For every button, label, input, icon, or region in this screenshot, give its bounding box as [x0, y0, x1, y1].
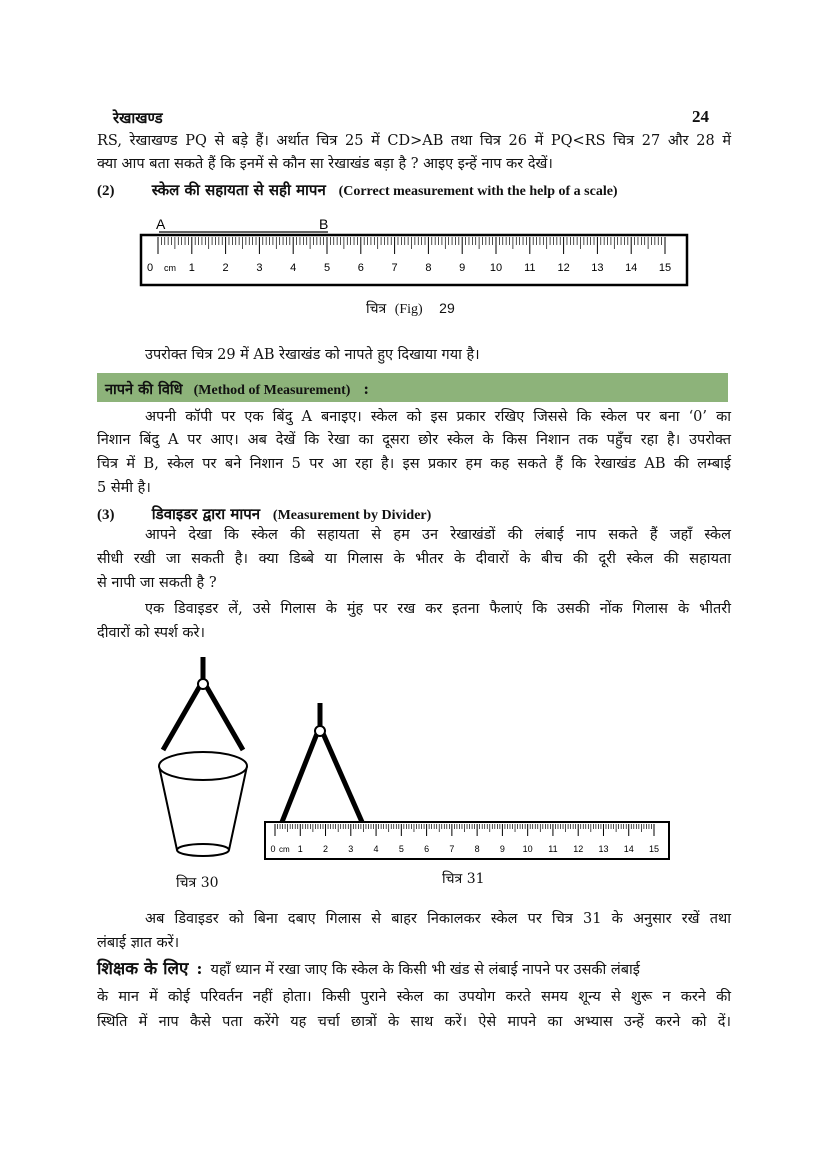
ruler-number: 14: [625, 262, 638, 274]
ruler-zero: 0: [146, 262, 154, 274]
divider-para-line: सीधी रखी जा सकती है। क्या डिब्बे या गिलास के भीतर के दीवारों के बीच की दूरी स्केल की सहायता: [97, 551, 731, 567]
ruler-number: 12: [557, 262, 570, 274]
section-number: (2): [97, 183, 115, 199]
fig29-description: उपरोक्त चित्र 29 में AB रेखाखंड को नापते हुए दिखाया गया है।: [145, 347, 480, 363]
figure-30-caption: चित्र 30: [176, 875, 219, 891]
glass-base: [177, 844, 229, 856]
figure-29-caption: [366, 299, 455, 318]
method-title-english: (Method of Measurement): [193, 383, 351, 398]
figure-31-caption: चित्र 31: [442, 871, 485, 887]
ruler-number: 2: [222, 262, 229, 274]
divider-para-line: आपने देखा कि स्केल की सहायता से हम उन रेखाखंडों की लंबाई नाप सकते हैं जहाँ स्केल: [145, 527, 731, 543]
point-b-label: B: [319, 216, 329, 232]
teacher-note-label: शिक्षक के लिए: [97, 959, 189, 979]
ruler-number: 4: [290, 262, 297, 274]
ruler-unit: cm: [279, 845, 290, 854]
section-title-hindi: स्केल की सहायता से सही मापन: [151, 181, 326, 199]
divider-right-leg: [205, 684, 243, 750]
ruler-number: 1: [188, 262, 195, 274]
running-header-title: रेखाखण्ड: [113, 109, 163, 127]
ruler-number: 10: [489, 262, 503, 274]
after-para-line: अब डिवाइडर को बिना दबाए गिलास से बाहर निकालकर स्केल पर चित्र 31 के अनुसार रखें तथा: [145, 911, 731, 927]
glass-mouth: [159, 752, 247, 780]
ruler-number: 3: [256, 262, 263, 274]
caption-number: 29: [439, 300, 455, 316]
teacher-note-first-line: [97, 956, 731, 979]
ruler-number: 8: [474, 844, 480, 854]
ruler-number: 8: [425, 262, 432, 274]
ruler-number: 14: [623, 844, 634, 854]
intro-line: क्या आप बता सकते हैं कि इनमें से कौन सा रेखाखंड बड़ा है ? आइए इन्हें नाप कर देखें।: [97, 156, 553, 172]
teacher-note-text: यहाँ ध्यान में रखा जाए कि स्केल के किसी भी खंड से लंबाई नापने पर उसकी लंबाई: [210, 962, 640, 978]
method-heading: [105, 379, 369, 399]
method-line: निशान बिंदु A पर आए। अब देखें कि रेखा का दूसरा छोर स्केल के किस निशान तक पहुँच रहा है। उपरोक्त: [97, 432, 731, 448]
ruler-number: 1: [297, 844, 303, 854]
section-title-english: (Correct measurement with the help of a scale): [338, 184, 618, 199]
page-number: 24: [692, 107, 709, 126]
teacher-note-line: के मान में कोई परिवर्तन नहीं होता। किसी पुराने स्केल का उपयोग करते समय शून्य से शुरू न करने की: [97, 989, 731, 1005]
ruler-unit: cm: [164, 263, 176, 273]
section-number: (3): [97, 507, 115, 523]
ruler-numbers: [298, 844, 659, 854]
ruler-number: 15: [648, 844, 660, 854]
point-a-label: A: [156, 216, 166, 232]
method-line: 5 सेमी है।: [97, 480, 151, 496]
divider-left-leg: [282, 731, 318, 822]
section-title-english: (Measurement by Divider): [272, 508, 432, 523]
ruler-number: 11: [524, 262, 536, 274]
method-colon: :: [363, 381, 369, 398]
method-line: अपनी कॉपी पर एक बिंदु A बनाइए। स्केल को इस प्रकार रखिए जिससे कि स्केल पर बना ‘0’ का: [145, 409, 731, 425]
ruler-numbers: [189, 262, 671, 274]
ruler-body: [141, 235, 687, 285]
ruler-number: 6: [357, 262, 364, 274]
ruler-number: 5: [323, 262, 331, 274]
caption-hindi: चित्र: [366, 301, 387, 317]
divider-para-line: दीवारों को स्पर्श करे।: [97, 625, 205, 641]
divider-para-line: से नापी जा सकती है ?: [97, 575, 217, 591]
ruler-number: 9: [499, 844, 505, 854]
after-para-line: लंबाई ज्ञात करें।: [97, 935, 180, 951]
divider-para-line: एक डिवाइडर लें, उसे गिलास के मुंह पर रख कर इतना फैलाएं कि उसकी नोंक गिलास के भीतरी: [145, 601, 731, 617]
intro-line: RS, रेखाखण्ड PQ से बड़े हैं। अर्थात चित्र 25 में CD>AB तथा चित्र 26 में PQ<RS चित्र 27 और 28 में: [97, 133, 731, 149]
ruler-number: 9: [459, 262, 466, 274]
ruler-number: 2: [323, 844, 329, 854]
figure-29-ruler: [138, 212, 692, 292]
divider-hinge: [315, 726, 325, 736]
divider-hinge: [198, 679, 208, 689]
section-3-heading: [97, 504, 431, 524]
ruler-number: 11: [548, 844, 558, 854]
ruler-number: 7: [449, 844, 455, 854]
method-title-hindi: नापने की विधि: [105, 381, 183, 398]
ruler-number: 15: [658, 262, 672, 274]
divider-right-leg: [322, 731, 362, 822]
teacher-note-colon: :: [196, 959, 203, 978]
ruler-number: 7: [391, 262, 398, 274]
teacher-note-line: स्थिति में नाप कैसे पता करेंगे यह चर्चा छात्रों के साथ करें। ऐसे मापने का अभ्यास उन्हें करने को दें।: [97, 1014, 731, 1030]
ruler-number: 13: [598, 844, 609, 854]
ruler-number: 3: [348, 844, 354, 854]
ruler-number: 12: [573, 844, 584, 854]
section-title-hindi: डिवाइडर द्वारा मापन: [151, 505, 261, 523]
figure-31-divider-on-ruler: [258, 700, 674, 863]
ruler-zero: 0: [270, 844, 276, 854]
method-line: चित्र में B, स्केल पर बने निशान 5 पर आ रहा है। इस प्रकार हम कह सकते हैं कि रेखाखंड AB की लम्बाई: [97, 456, 731, 472]
figure-30-glass-divider: [150, 654, 260, 864]
ruler-number: 5: [398, 844, 404, 854]
divider-left-leg: [163, 684, 201, 750]
section-2-heading: [97, 180, 731, 200]
ruler-number: 10: [522, 844, 533, 854]
caption-english: (Fig): [394, 302, 423, 317]
ruler-number: 6: [424, 844, 430, 854]
ruler-number: 13: [591, 262, 604, 274]
ruler-number: 4: [373, 844, 379, 854]
